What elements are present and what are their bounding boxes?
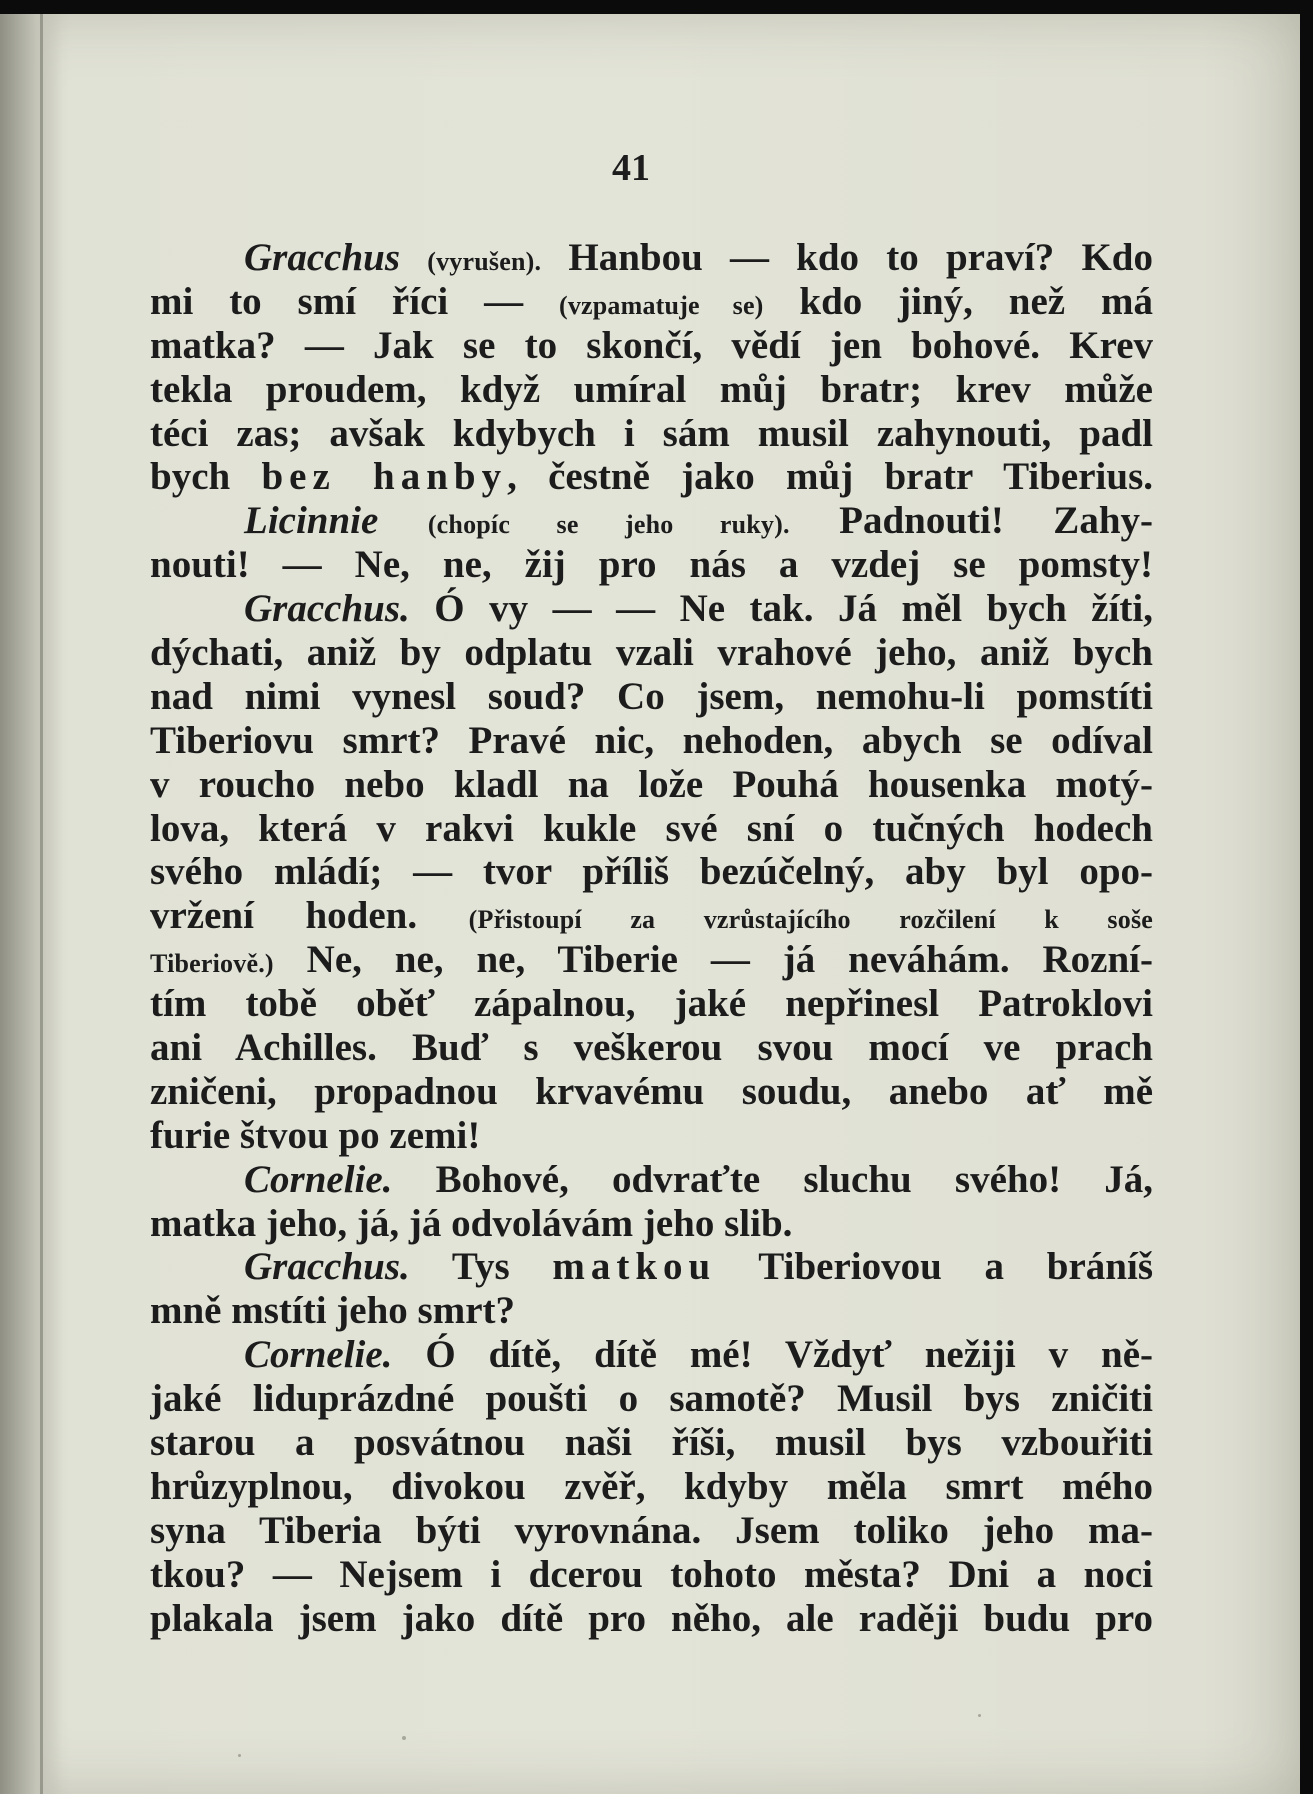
- text-line: furie štvou po zemi!: [150, 1113, 481, 1157]
- stage-direction: (chopíc se jeho ruky).: [427, 510, 790, 540]
- text-line: svého mládí; — tvor příliš bezúčelný, aby byl opo-: [150, 850, 1153, 894]
- text-line: v roucho nebo kladl na lože Pouhá housenka motý-: [150, 762, 1153, 806]
- emphasized-text: matkou: [552, 1245, 717, 1289]
- page-number: 41: [612, 147, 650, 189]
- speaker-name: Cornelie.: [244, 1157, 393, 1201]
- text-line: Cornelie. Ó dítě, dítě mé! Vždyť nežiji v ně-: [244, 1333, 1153, 1377]
- text-line: Tiberiovu smrt? Pravé nic, nehoden, abych se odíval: [150, 718, 1153, 762]
- stage-direction: (Přistoupí za vzrůstajícího rozčilení k soše: [468, 905, 1153, 935]
- text-line: jaké liduprázdné poušti o samotě? Musil bys zničiti: [150, 1377, 1153, 1421]
- text-line: mi to smí říci — (vzpamatuje se) kdo jiný, než má: [150, 279, 1153, 323]
- book-page: [0, 14, 1300, 1794]
- text-line: Licinnie (chopíc se jeho ruky). Padnouti! Zahy-: [244, 499, 1153, 543]
- text-line: Gracchus (vyrušen). Hanbou — kdo to praví? Kdo: [244, 236, 1153, 279]
- text-line: zničeni, propadnou krvavému soudu, anebo ať mě: [150, 1069, 1153, 1113]
- text-line: téci zas; avšak kdybych i sám musil zahynouti, padl: [150, 411, 1153, 455]
- speaker-name: Gracchus: [244, 236, 401, 279]
- stage-direction: Tiberiově.): [150, 949, 274, 979]
- text-line: Gracchus. Ó vy — — Ne tak. Já měl bych žíti,: [244, 587, 1153, 631]
- paper-speck: [402, 1736, 406, 1740]
- text-line: nad nimi vynesl soud? Co jsem, nemohu-li pomstíti: [150, 674, 1153, 718]
- text-line: Gracchus. Tys matkou Tiberiovou a bráníš: [244, 1245, 1153, 1289]
- paper-speck: [238, 1754, 241, 1757]
- text-line: plakala jsem jako dítě pro něho, ale raději budu pro: [150, 1596, 1153, 1640]
- text-line: lova, která v rakvi kukle své sní o tučných hodech: [150, 806, 1153, 850]
- text-line: tím tobě oběť zápalnou, jaké nepřinesl Patroklovi: [150, 982, 1153, 1026]
- text-line: nouti! — Ne, ne, žij pro nás a vzdej se pomsty!: [150, 543, 1153, 587]
- speaker-name: Cornelie.: [244, 1333, 393, 1377]
- page-text-body: [150, 236, 1153, 1641]
- speaker-name: Gracchus.: [244, 1245, 410, 1289]
- text-line: Cornelie. Bohové, odvraťte sluchu svého! Já,: [244, 1157, 1153, 1201]
- text-line: vržení hoden. (Přistoupí za vzrůstajícího rozčilení k soše: [150, 894, 1153, 938]
- text-line: dýchati, aniž by odplatu vzali vrahové jeho, aniž bych: [150, 631, 1153, 675]
- text-line: mně mstíti jeho smrt?: [150, 1289, 515, 1333]
- text-line: bych bez hanby, čestně jako můj bratr Tiberius.: [150, 455, 1153, 499]
- text-line: ani Achilles. Buď s veškerou svou mocí ve prach: [150, 1026, 1153, 1070]
- emphasized-text: bez hanby: [261, 455, 508, 499]
- stage-direction: (vyrušen).: [427, 247, 542, 276]
- paper-speck: [978, 1714, 981, 1717]
- text-line: matka? — Jak se to skončí, vědí jen bohové. Krev: [150, 323, 1153, 367]
- text-line: starou a posvátnou naši říši, musil bys vzbouřiti: [150, 1421, 1153, 1465]
- text-line: tekla proudem, když umíral můj bratr; krev může: [150, 367, 1153, 411]
- text-line: matka jeho, já, já odvolávám jeho slib.: [150, 1201, 793, 1245]
- text-line: hrůzyplnou, divokou zvěř, kdyby měla smrt mého: [150, 1464, 1153, 1508]
- book-gutter: [0, 14, 62, 1794]
- speaker-name: Gracchus.: [244, 587, 410, 631]
- speaker-name: Licinnie: [244, 499, 379, 543]
- text-line: syna Tiberia býti vyrovnána. Jsem toliko jeho ma-: [150, 1508, 1153, 1552]
- gutter-shadow: [40, 14, 43, 1794]
- text-line: tkou? — Nejsem i dcerou tohoto města? Dni a noci: [150, 1552, 1153, 1596]
- stage-direction: (vzpamatuje se): [558, 290, 764, 320]
- text-line: Tiberiově.) Ne, ne, ne, Tiberie — já neváhám. Rozní-: [150, 938, 1153, 982]
